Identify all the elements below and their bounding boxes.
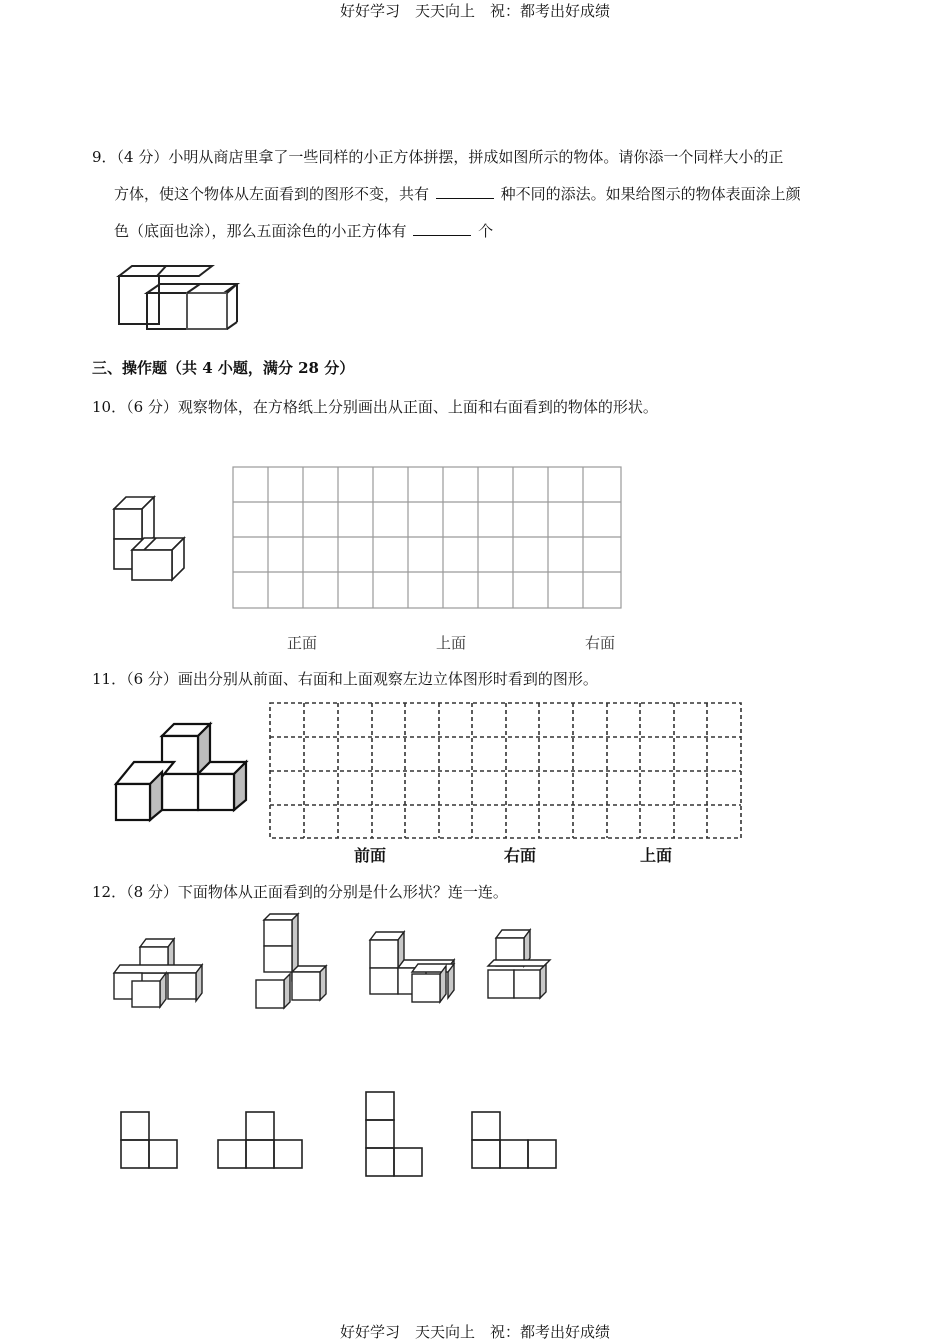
q11-text: 11．（6 分）画出分别从前面、右面和上面观察左边立体图形时看到的图形。	[92, 670, 598, 688]
q12-solid-3[interactable]	[366, 930, 458, 1004]
q10-label-top: 上面	[436, 634, 467, 652]
q10-grid-paper[interactable]	[232, 466, 624, 611]
q12-view-4[interactable]	[471, 1111, 557, 1169]
q12-view-3[interactable]	[365, 1091, 423, 1177]
q10-cube-figure	[110, 495, 190, 585]
q9-line3	[114, 220, 493, 241]
q12-text: 12．（8 分）下面物体从正面看到的分别是什么形状？连一连。	[92, 883, 508, 901]
q9-line3-part1: 色（底面也涂），那么五面涂色的小正方体有	[114, 222, 407, 240]
q12-solid-4[interactable]	[484, 928, 552, 1000]
q9-line2-part2: 种不同的添法。如果给图示的物体表面涂上颜	[500, 185, 801, 203]
q9-blank-2[interactable]	[413, 221, 471, 236]
q11-label-top: 上面	[640, 846, 673, 865]
q9-blank-1[interactable]	[436, 184, 494, 199]
page-footer: 好好学习 天天向上 祝：都考出好成绩	[339, 1323, 610, 1341]
q9-line2-part1: 方体，使这个物体从左面看到的图形不变，共有	[114, 185, 430, 203]
q11-label-front: 前面	[354, 846, 387, 865]
q12-view-2[interactable]	[217, 1111, 303, 1169]
q11-label-right: 右面	[504, 846, 537, 865]
q9-line3-part2: 个	[478, 222, 494, 240]
page-header: 好好学习 天天向上 祝：都考出好成绩	[339, 2, 610, 20]
q12-solid-2[interactable]	[254, 912, 328, 1010]
q10-text: 10．（6 分）观察物体，在方格纸上分别画出从正面、上面和右面看到的物体的形状。	[92, 398, 658, 416]
section-3-title: 三、操作题（共 4 小题，满分 28 分）	[92, 359, 355, 377]
q10-label-front: 正面	[287, 634, 318, 652]
q9-line1: 9．（4 分）小明从商店里拿了一些同样的小正方体拼摆，拼成如图所示的物体。请你添一个同样大小的正	[92, 148, 784, 166]
q12-solid-1[interactable]	[112, 937, 204, 1009]
q12-view-1[interactable]	[120, 1111, 178, 1169]
q9-line2	[114, 183, 801, 204]
q11-cube-figure	[112, 722, 248, 822]
q10-label-right: 右面	[585, 634, 616, 652]
q11-dotted-grid[interactable]	[268, 701, 744, 841]
q9-cube-figure	[112, 262, 242, 334]
